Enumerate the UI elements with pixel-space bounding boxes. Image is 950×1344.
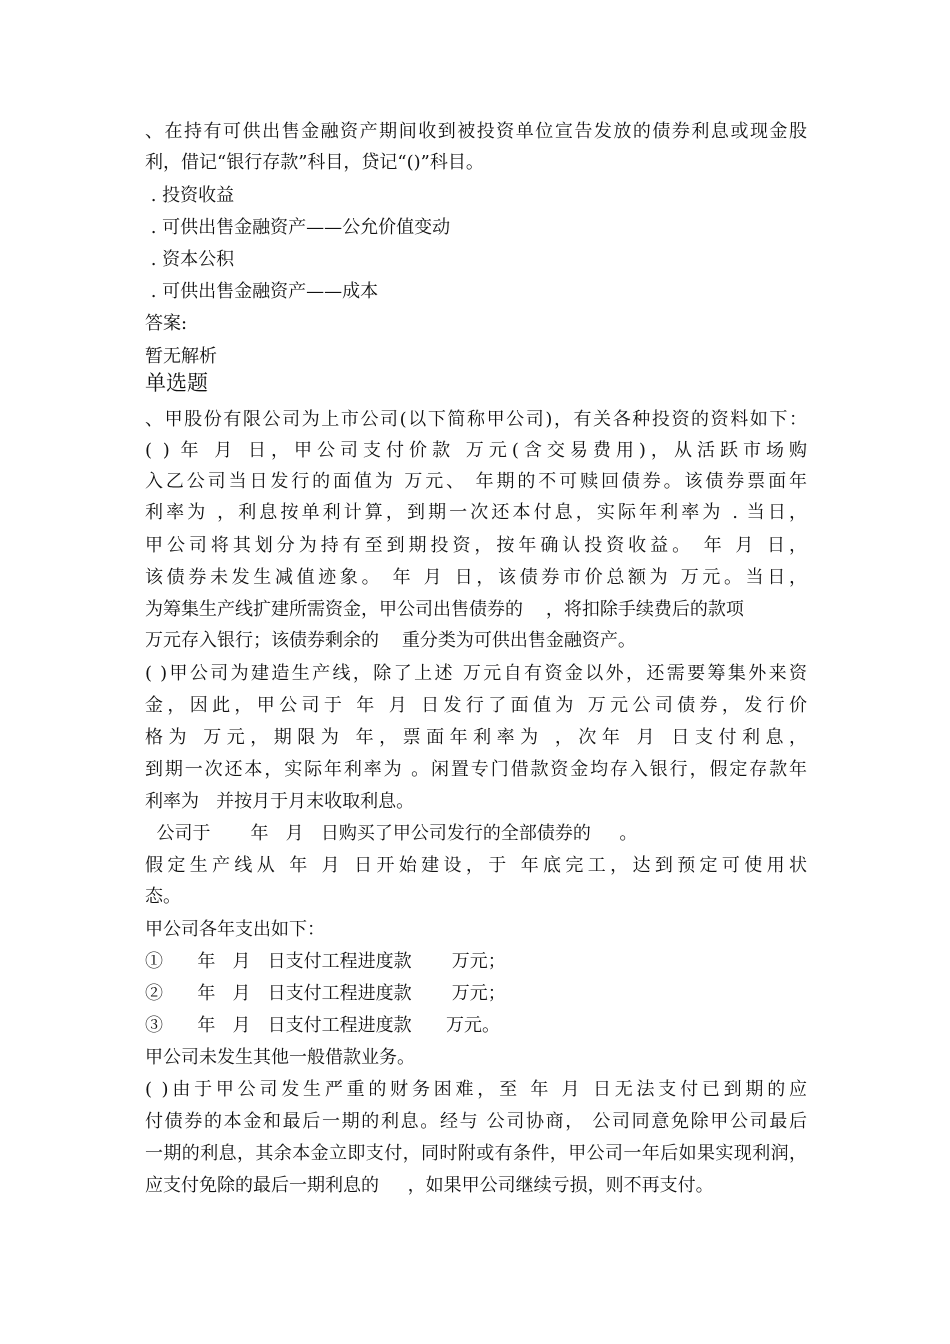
q1-option-b: . 可供出售金融资产——公允价值变动 — [145, 217, 451, 238]
q2-line: 到期一次还本，实际年利率为 。闲置专门借款资金均存入银行，假定存款年 — [145, 759, 807, 780]
q2-line: ① 年 月 日支付工程进度款 万元； — [145, 951, 506, 972]
answer-label: 答案: — [145, 313, 188, 334]
q2-line: 应支付免除的最后一期利息的 ，如果甲公司继续亏损，则不再支付。 — [145, 1175, 714, 1196]
q2-line: 入乙公司当日发行的面值为 万元、 年期的不可赎回债券。该债券票面年 — [145, 471, 807, 492]
q2-line: ( )甲公司为建造生产线，除了上述 万元自有资金以外，还需要筹集外来资 — [145, 663, 807, 684]
q2-line: 为筹集生产线扩建所需资金，甲公司出售债券的 ，将扣除手续费后的款项 — [145, 599, 744, 620]
q2-line: 万元存入银行；该债券剩余的 重分类为可供出售金融资产。 — [145, 630, 636, 651]
q2-line: 公司于 年 月 日购买了甲公司发行的全部债券的 。 — [145, 823, 638, 844]
q2-line: ( ) 年 月 日，甲公司支付价款 万元(含交易费用)，从活跃市场购 — [145, 440, 807, 461]
q2-line: ③ 年 月 日支付工程进度款 万元。 — [145, 1015, 500, 1036]
q2-line: 甲公司未发生其他一般借款业务。 — [145, 1047, 415, 1068]
q2-line: 假定生产线从 年 月 日开始建设，于 年底完工，达到预定可使用状 — [145, 855, 807, 876]
q2-line: 、甲股份有限公司为上市公司(以下简称甲公司)，有关各种投资的资料如下： — [145, 409, 807, 430]
q2-line: 付债券的本金和最后一期的利息。经与 公司协商， 公司同意免除甲公司最后 — [145, 1111, 807, 1132]
q2-line: 态。 — [145, 886, 181, 907]
q2-line: 利率为 ，利息按单利计算，到期一次还本付息，实际年利率为 . 当日， — [145, 502, 807, 523]
q1-option-d: . 可供出售金融资产——成本 — [145, 281, 379, 302]
analysis-text: 暂无解析 — [145, 346, 217, 367]
q1-stem-line-2: 利，借记“银行存款”科目，贷记“()”科目。 — [145, 152, 484, 173]
q2-line: 一期的利息，其余本金立即支付，同时附或有条件，甲公司一年后如果实现利润， — [145, 1143, 807, 1164]
section-title: 单选题 — [145, 371, 208, 395]
q2-line: ( )由于甲公司发生严重的财务困难，至 年 月 日无法支付已到期的应 — [145, 1079, 807, 1100]
q1-option-a: . 投资收益 — [145, 185, 235, 206]
q1-option-c: . 资本公积 — [145, 249, 235, 270]
q2-line: 甲公司将其划分为持有至到期投资，按年确认投资收益。 年 月 日， — [145, 535, 807, 556]
q2-line: 利率为 并按月于月末收取利息。 — [145, 791, 415, 812]
q2-line: 甲公司各年支出如下： — [145, 919, 325, 940]
q2-line: 该债券未发生减值迹象。 年 月 日，该债券市价总额为 万元。当日， — [145, 567, 807, 588]
q2-line: 格为 万元，期限为 年，票面年利率为 ，次年 月 日支付利息， — [145, 727, 807, 748]
q2-line: 金，因此，甲公司于 年 月 日发行了面值为 万元公司债券，发行价 — [145, 695, 807, 716]
q1-stem-line-1: 、在持有可供出售金融资产期间收到被投资单位宣告发放的债券利息或现金股 — [145, 121, 807, 142]
q2-line: ② 年 月 日支付工程进度款 万元； — [145, 983, 506, 1004]
